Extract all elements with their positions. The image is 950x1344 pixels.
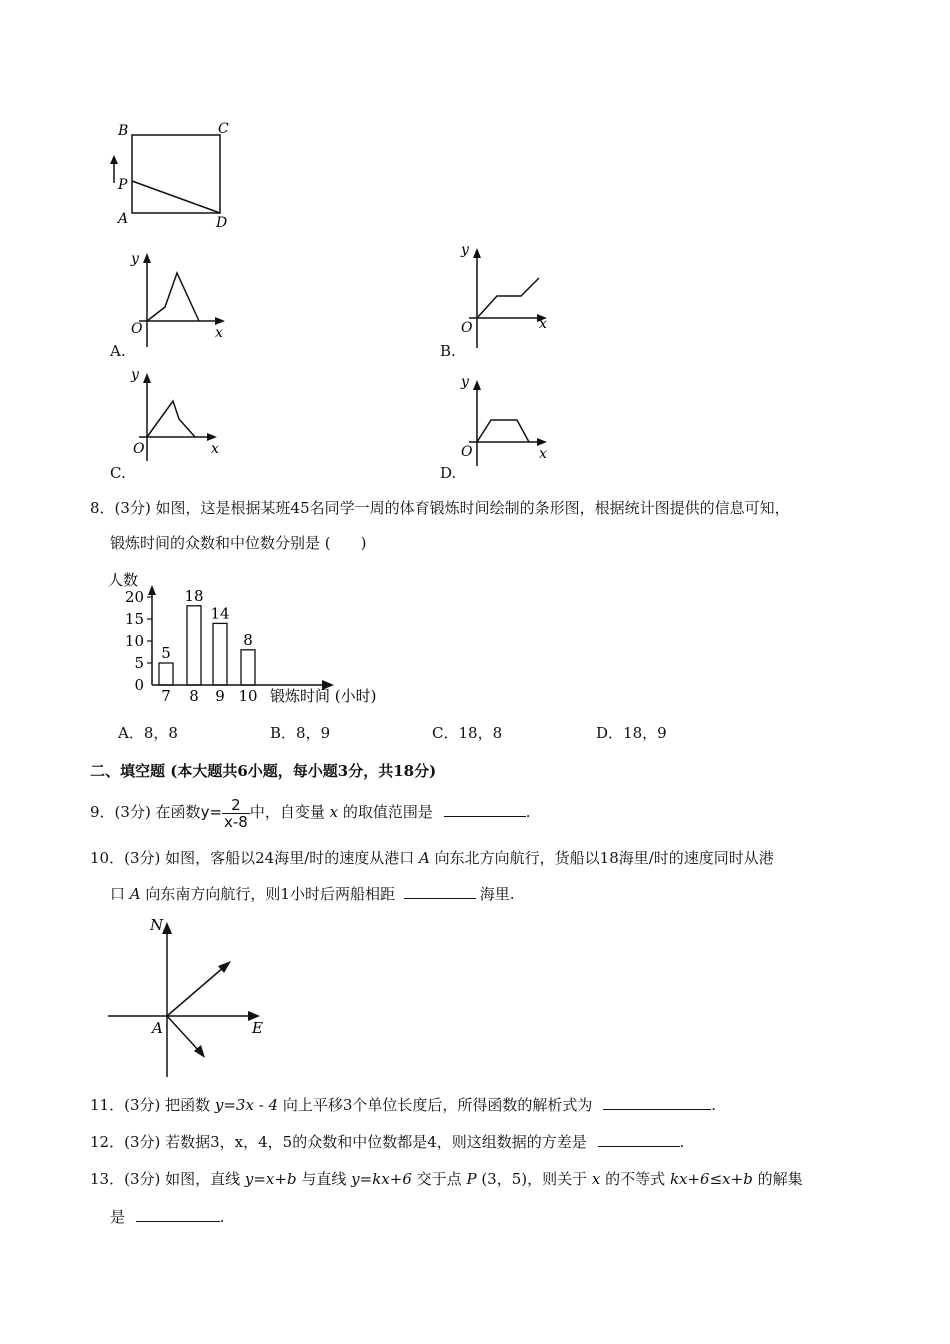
option-b-label: B.	[440, 342, 456, 360]
x-tick-label: 8	[189, 687, 199, 705]
q12-answer-blank[interactable]	[598, 1132, 680, 1147]
y-tick-label: 5	[134, 654, 144, 672]
y-axis-arrow-icon	[148, 585, 156, 595]
q9-y: y=	[200, 803, 223, 821]
q11-answer-blank[interactable]	[603, 1095, 711, 1110]
x-tick-label: 7	[161, 687, 171, 705]
label-c: C	[218, 121, 229, 137]
q9-prefix: 9．(3分) 在函数	[90, 803, 201, 821]
x-tick-label: 9	[215, 687, 225, 705]
q12: 12．(3分) 若数据3，x，4，5的众数和中位数都是4，则这组数据的方差是 .	[90, 1133, 685, 1151]
bars	[159, 587, 258, 705]
graph-option-a	[125, 245, 235, 355]
q10-line2: 口 A 向东南方向航行，则1小时后两船相距 海里.	[110, 885, 515, 903]
section-2-title: 二、填空题 (本大题共6小题，每小题3分，共18分)	[90, 762, 437, 780]
q8-text-line2: 锻炼时间的众数和中位数分别是 ( )	[110, 534, 367, 552]
q9-answer-blank[interactable]	[444, 802, 526, 817]
chart-ylabel: 人数	[108, 571, 139, 589]
q13-line1: 13．(3分) 如图，直线 y=x+b 与直线 y=kx+6 交于点 P (3，5)，则关于 x 的不等式 kx+6≤x+b 的解集	[90, 1170, 803, 1188]
option-c-label: C.	[110, 464, 126, 482]
svg-text:y: y	[461, 374, 469, 390]
option-a-label: A.	[110, 342, 126, 360]
q11: 11．(3分) 把函数 y=3x - 4 向上平移3个单位长度后，所得函数的解析式为 .	[90, 1096, 716, 1114]
bar-chart	[100, 565, 460, 710]
bar-10	[241, 650, 255, 685]
svg-text:y: y	[131, 367, 139, 383]
svg-text:x: x	[215, 325, 223, 341]
y-tick-label: 15	[124, 610, 144, 628]
q8-option-a[interactable]: A．8，8	[118, 724, 178, 742]
compass-figure	[100, 912, 275, 1082]
q8-option-c[interactable]: C．18，8	[432, 724, 503, 742]
square-figure	[100, 115, 250, 235]
bar-8	[187, 606, 201, 685]
q9: 9．(3分) 在函数y= $\frac{2}{x-8}$ 中，自变量 x 的取值范围是 .	[90, 795, 531, 831]
svg-text:x: x	[539, 446, 547, 462]
option-d-label: D.	[440, 464, 457, 482]
y-tick-label: 20	[124, 588, 144, 606]
y-tick-label: 0	[134, 676, 144, 694]
svg-text:E: E	[252, 1019, 263, 1037]
q8-option-b[interactable]: B．8，9	[270, 724, 331, 742]
q9-fraction: $\frac{2}{x-8}$	[224, 795, 248, 831]
label-a: A	[118, 211, 129, 227]
svg-text:A: A	[152, 1019, 163, 1037]
segment-pd	[132, 181, 220, 213]
q8-text-line1: 8．(3分) 如图，这是根据某班45名同学一周的体育锻炼时间绘制的条形图，根据统计图提供的信息可知，	[90, 499, 790, 517]
svg-text:x: x	[211, 441, 219, 457]
label-d: D	[216, 215, 228, 231]
bar-value-label: 18	[184, 586, 204, 605]
svg-text:O: O	[461, 444, 473, 460]
bar-7	[159, 663, 173, 685]
y-ticks	[125, 588, 152, 694]
label-b: B	[118, 123, 129, 139]
bar-value-label: 5	[161, 644, 171, 662]
label-p: P	[118, 177, 128, 193]
svg-text:x: x	[539, 316, 547, 332]
bar-value-label: 14	[210, 604, 230, 623]
svg-text:O: O	[461, 320, 473, 336]
q8-option-d[interactable]: D．18，9	[596, 724, 667, 742]
bar-value-label: 8	[243, 630, 253, 649]
q10-line1: 10．(3分) 如图，客船以24海里/时的速度从港口 A 向东北方向航行，货船以18海里/时的速度同时从港	[90, 849, 774, 867]
q10-answer-blank[interactable]	[404, 884, 476, 899]
svg-text:O: O	[131, 321, 143, 337]
graph-option-b	[455, 240, 565, 350]
svg-text:y: y	[461, 242, 469, 258]
graph-option-c	[125, 365, 235, 465]
x-tick-label: 10	[238, 687, 258, 705]
arrow-head-icon	[110, 155, 118, 164]
svg-text:y: y	[131, 251, 139, 267]
graph-option-d	[455, 372, 565, 472]
chart-xlabel: 锻炼时间 (小时)	[270, 687, 377, 705]
y-tick-label: 10	[124, 632, 144, 650]
q13-line2: 是 .	[110, 1208, 225, 1226]
north-arrow-icon	[162, 922, 172, 934]
square-abcd	[132, 135, 220, 213]
svg-text:N: N	[150, 916, 164, 934]
svg-text:O: O	[133, 441, 145, 457]
q13-answer-blank[interactable]	[136, 1207, 220, 1222]
bar-9	[213, 623, 227, 685]
